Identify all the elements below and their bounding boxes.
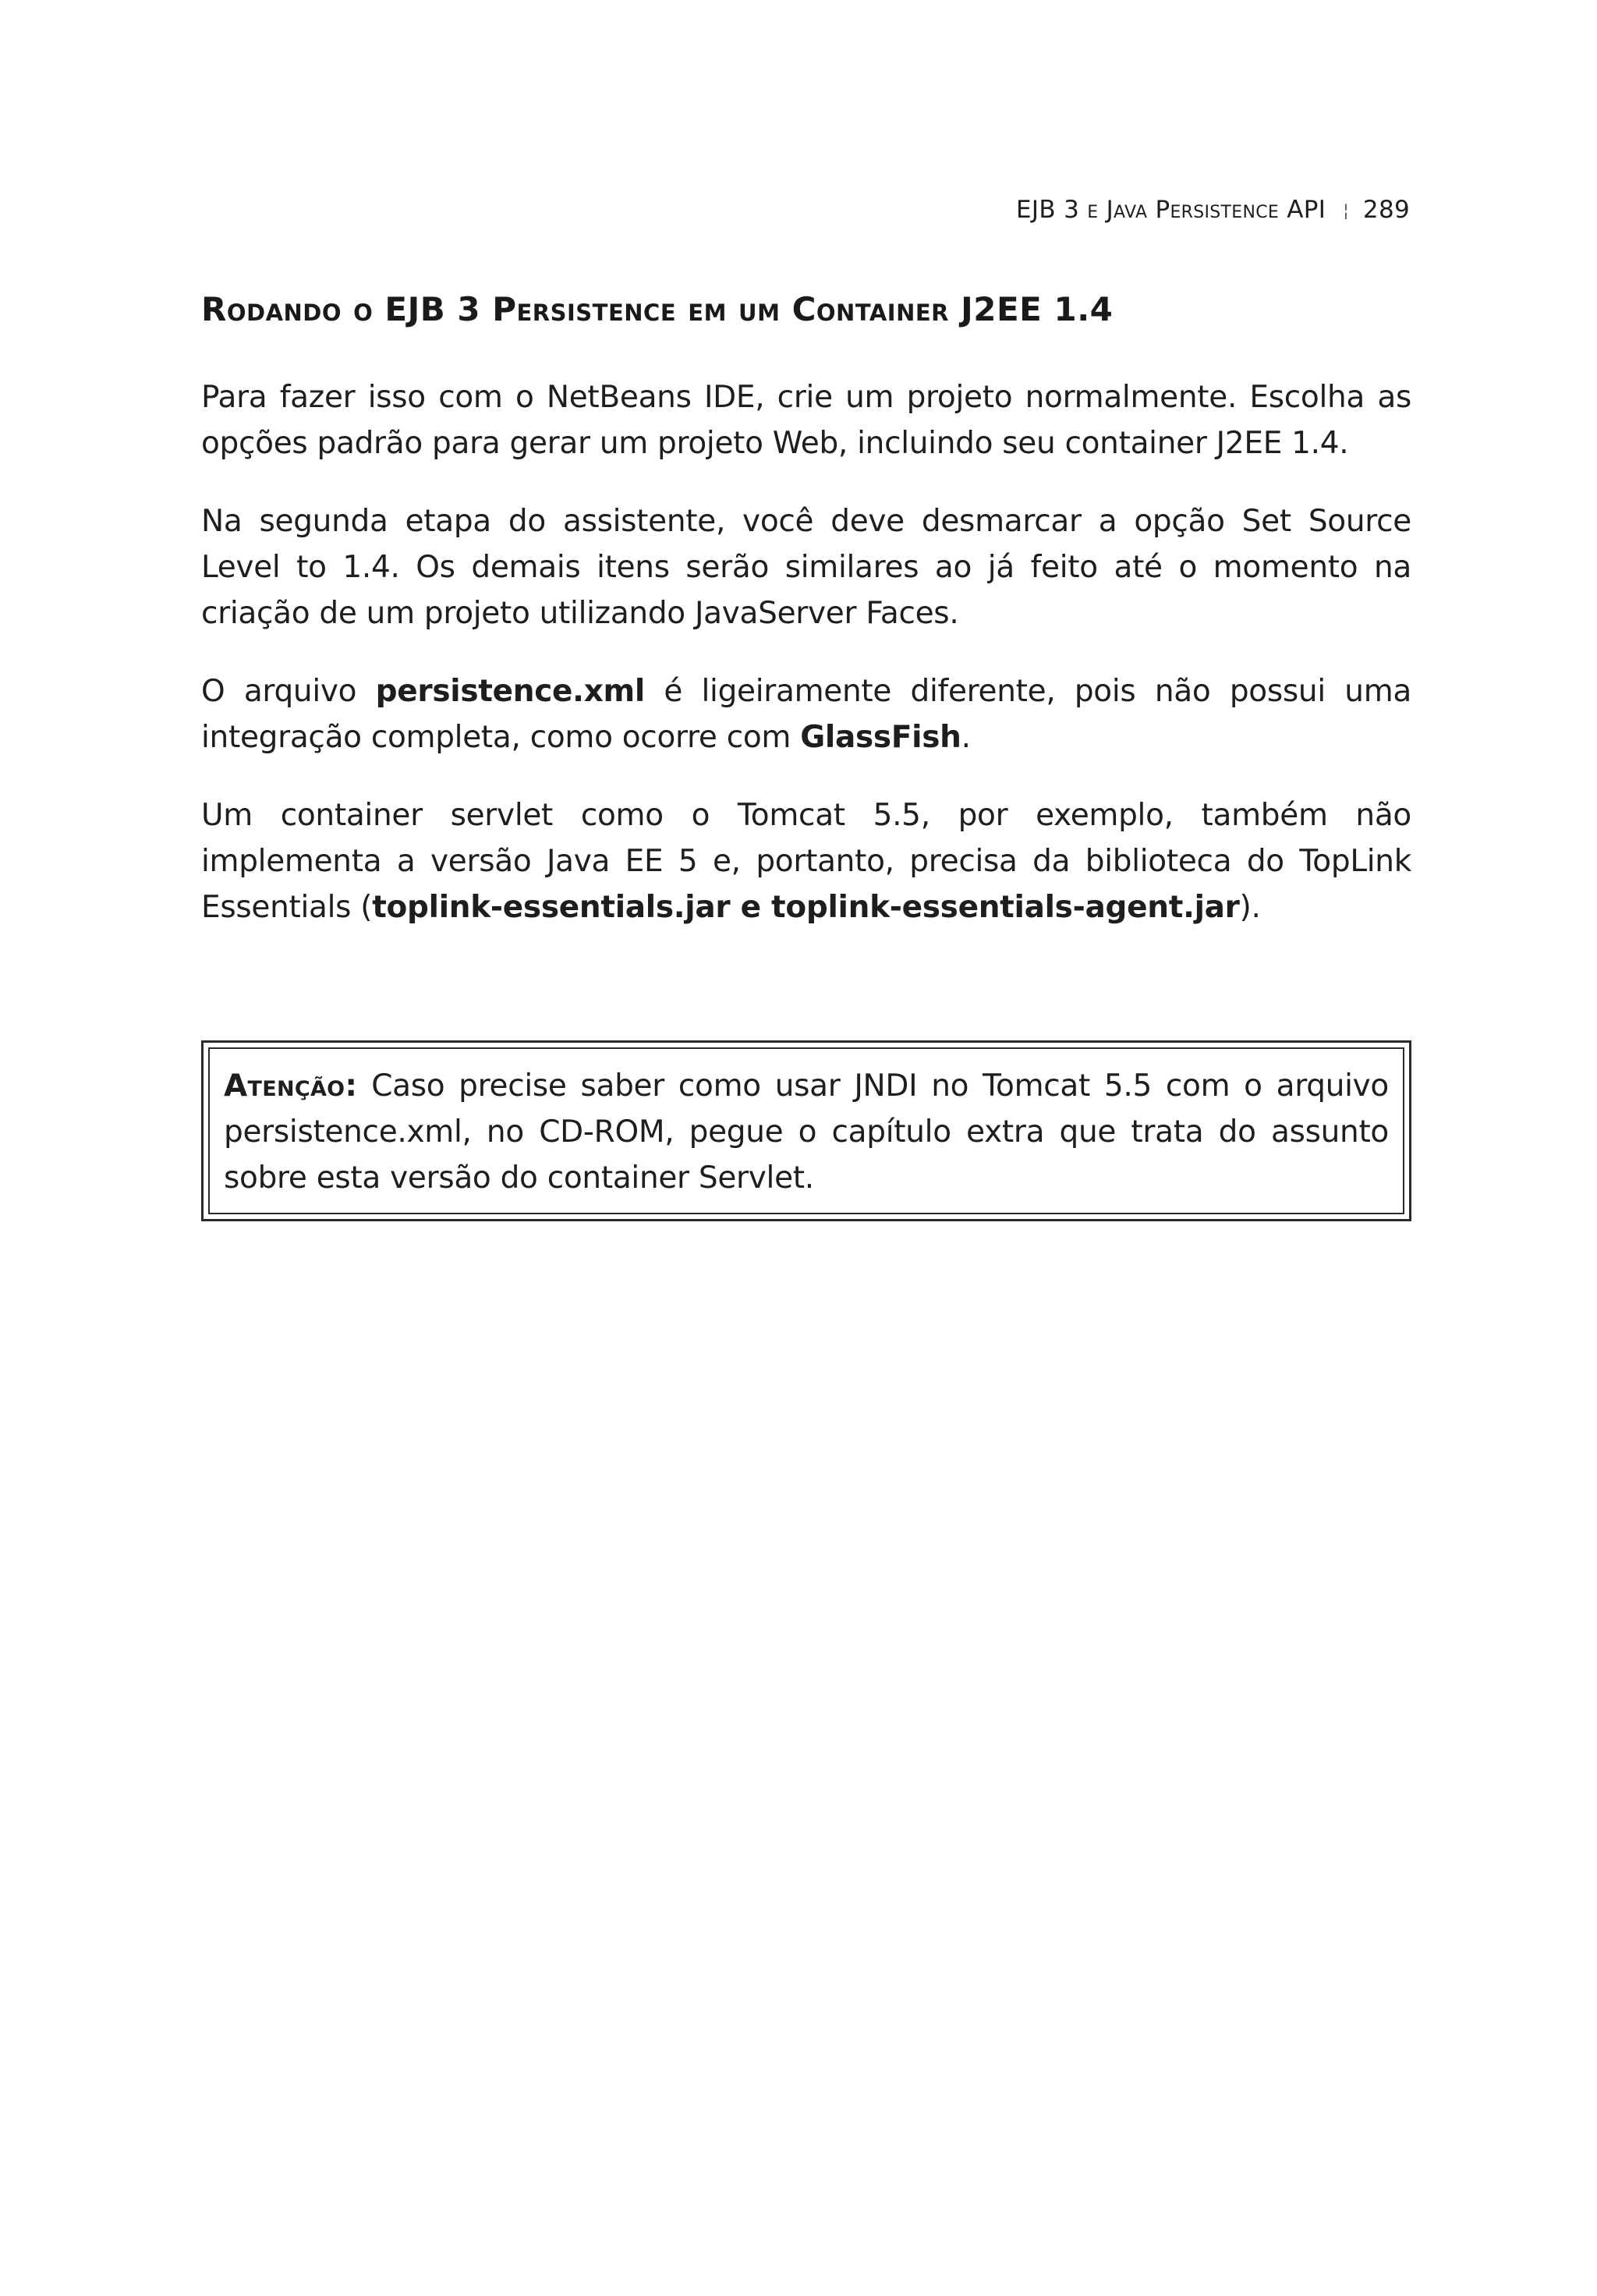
running-header-separator: ¦ <box>1343 201 1349 221</box>
glassfish-term: GlassFish <box>800 720 961 755</box>
attention-box-inner <box>208 1047 1404 1214</box>
paragraph-3 <box>201 668 1411 760</box>
toplink-jars-term: toplink-essentials.jar e toplink-essentials-agent.jar <box>372 890 1240 925</box>
paragraph-4-text-a: Um container servlet como o Tomcat 5.5, por exemplo, também não implementa a versão Java EE 5 e, portanto, precisa da biblioteca do TopLink Essentials ( <box>201 798 1411 925</box>
body-text <box>201 374 1411 962</box>
paragraph-1: Para fazer isso com o NetBeans IDE, crie um projeto normalmente. Escolha as opções padrão para gerar um projeto Web, incluindo seu container J2EE 1.4. <box>201 380 1411 461</box>
paragraph-4-text-b: ). <box>1239 890 1261 925</box>
section-title: Rodando o EJB 3 Persistence em um Container J2EE 1.4 <box>201 290 1114 328</box>
paragraph-2: Na segunda etapa do assistente, você deve desmarcar a opção Set Source Level to 1.4. Os demais itens serão similares ao já feito até o momento na criação de um projeto utilizando JavaServer Faces. <box>201 504 1411 631</box>
paragraph-3-text-b: é ligeiramente diferente, pois não possui uma integração completa, como ocorre com <box>201 674 1411 755</box>
persistence-xml-term: persistence.xml <box>375 674 645 709</box>
paragraph-3-text-c: . <box>961 720 971 755</box>
paragraph-3-text-a: O arquivo <box>201 674 376 709</box>
running-header-title: EJB 3 e Java Persistence API <box>1016 196 1326 224</box>
attention-label: Atenção: <box>224 1068 358 1104</box>
attention-box <box>201 1040 1411 1221</box>
running-header <box>1016 198 1410 222</box>
attention-body: Caso precise saber como usar JNDI no Tomcat 5.5 com o arquivo persistence.xml, no CD-ROM, pegue o capítulo extra que trata do assunto sobre esta versão do container Servlet. <box>224 1068 1389 1196</box>
paragraph-4 <box>201 792 1411 930</box>
page-number: 289 <box>1362 196 1410 224</box>
attention-text <box>224 1063 1389 1201</box>
